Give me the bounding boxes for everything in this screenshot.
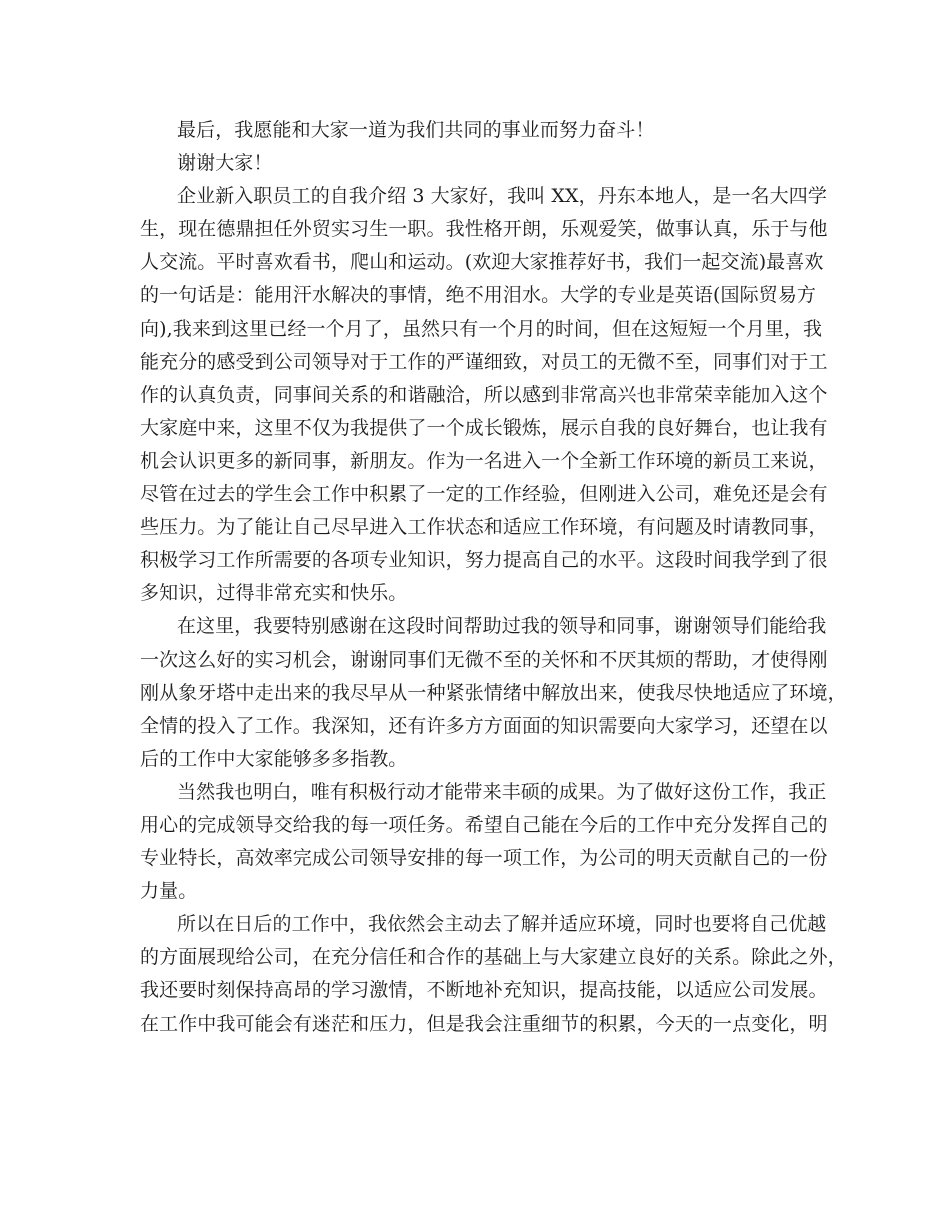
text-line: 在这里，我要特别感谢在这段时间帮助过我的领导和同事，谢谢领导们能给我 — [177, 615, 827, 638]
text-line: 生，现在德鼎担任外贸实习生一职。我性格开朗，乐观爱笑，做事认真，乐于与他 — [140, 218, 828, 241]
text-line: 谢谢大家！ — [177, 152, 273, 175]
paragraph-thanks — [140, 147, 816, 180]
text-line: 后的工作中大家能够多多指教。 — [140, 747, 408, 770]
text-line: 人交流。平时喜欢看书，爬山和运动。(欢迎大家推荐好书，我们一起交流)最喜欢 — [140, 251, 824, 274]
text-line: 些压力。为了能让自己尽早进入工作状态和适应工作环境，有问题及时请教同事， — [140, 516, 828, 539]
text-line: 专业特长，高效率完成公司领导安排的每一项工作，为公司的明天贡献自己的一份 — [140, 847, 828, 870]
text-line: 用心的完成领导交给我的每一项任务。希望自己能在今后的工作中充分发挥自己的 — [140, 813, 828, 836]
text-line: 当然我也明白，唯有积极行动才能带来丰硕的成果。为了做好这份工作，我正 — [177, 780, 827, 803]
text-line: 作的认真负责，同事间关系的和谐融洽，所以感到非常高兴也非常荣幸能加入这个 — [140, 383, 828, 406]
text-line: 刚从象牙塔中走出来的我尽早从一种紧张情绪中解放出来，使我尽快地适应了环境， — [140, 681, 847, 704]
text-line: 最后，我愿能和大家一道为我们共同的事业而努力奋斗！ — [177, 119, 655, 141]
text-line: 力量。 — [140, 880, 198, 903]
paragraph-commitment — [140, 776, 828, 908]
paragraph-introduction — [140, 180, 828, 610]
text-line: 大家庭中来，这里不仅为我提供了一个成长锻炼，展示自我的良好舞台，也让我有 — [140, 416, 828, 439]
text-line: 全情的投入了工作。我深知，还有许多方方面面的知识需要向大家学习，还望在以 — [140, 714, 828, 737]
text-line: 的一句话是：能用汗水解决的事情，绝不用泪水。大学的专业是英语(国际贸易方 — [140, 284, 817, 307]
text-line: 积极学习工作所需要的各项专业知识，努力提高自己的水平。这段时间我学到了很 — [140, 549, 828, 572]
text-line: 所以在日后的工作中，我依然会主动去了解并适应环境，同时也要将自己优越 — [177, 913, 827, 936]
text-line: 我还要时刻保持高昂的学习激情，不断地补充知识，提高技能，以适应公司发展。 — [140, 979, 828, 1002]
paragraph-closing — [140, 114, 816, 147]
document-body — [140, 114, 847, 1041]
text-line: 企业新入职员工的自我介绍 3 大家好，我叫 XX，丹东本地人，是一名大四学 — [177, 185, 827, 208]
text-line: 机会认识更多的新同事，新朋友。作为一名进入一个全新工作环境的新员工来说， — [140, 449, 828, 472]
text-line: 在工作中我可能会有迷茫和压力，但是我会注重细节的积累，今天的一点变化，明 — [140, 1012, 828, 1035]
paragraph-gratitude — [140, 610, 847, 775]
text-line: 一次这么好的实习机会，谢谢同事们无微不至的关怀和不厌其烦的帮助，才使得刚 — [140, 648, 828, 671]
text-line: 向),我来到这里已经一个月了，虽然只有一个月的时间，但在这短短一个月里，我 — [140, 317, 823, 340]
text-line: 多知识，过得非常充实和快乐。 — [140, 582, 408, 605]
text-line: 的方面展现给公司，在充分信任和合作的基础上与大家建立良好的关系。除此之外， — [140, 946, 847, 969]
text-line: 能充分的感受到公司领导对于工作的严谨细致，对员工的无微不至，同事们对于工 — [140, 350, 828, 373]
paragraph-future — [140, 908, 847, 1040]
text-line: 尽管在过去的学生会工作中积累了一定的工作经验，但刚进入公司，难免还是会有 — [140, 483, 828, 506]
